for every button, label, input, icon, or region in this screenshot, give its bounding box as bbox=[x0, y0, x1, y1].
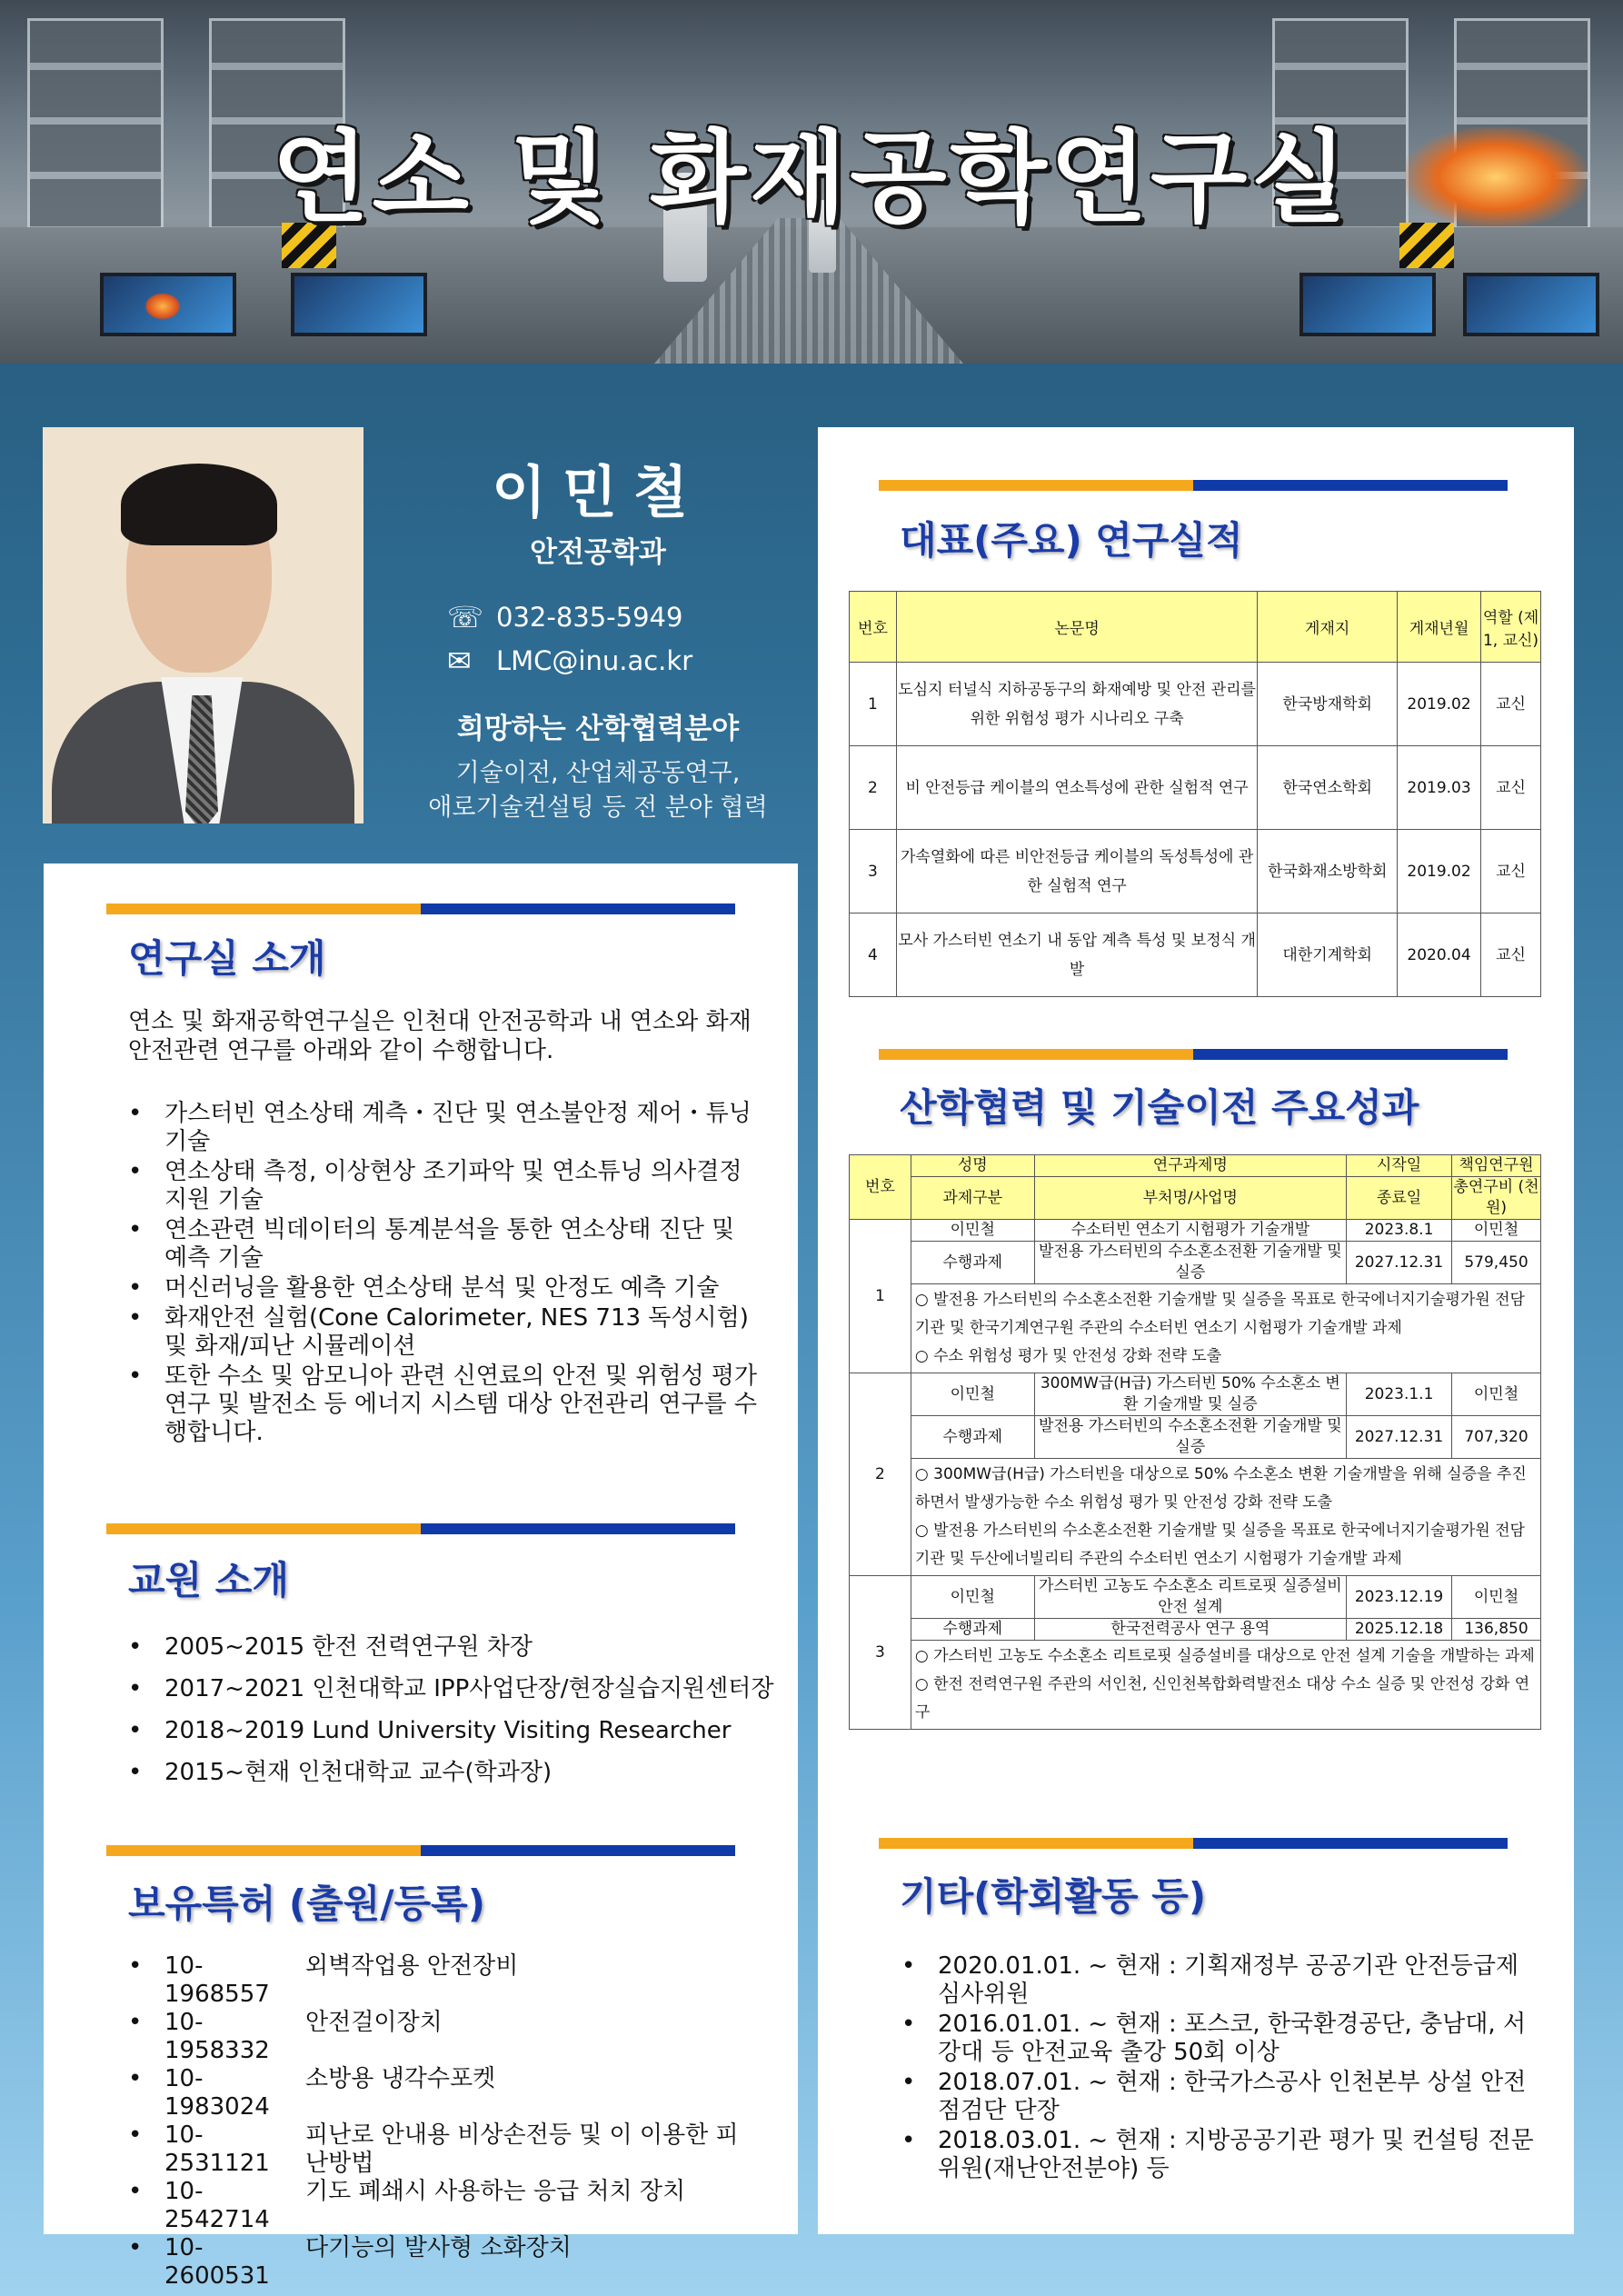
section-divider bbox=[106, 903, 735, 914]
table-cell: 579,450 bbox=[1452, 1242, 1541, 1284]
list-item: • 연소관련 빅데이터의 통계분석을 통한 연소상태 진단 및 예측 기술 bbox=[128, 1216, 764, 1273]
patent-number: 10-2542714 bbox=[164, 2178, 270, 2233]
mail-icon: ✉ bbox=[447, 644, 472, 678]
section-divider bbox=[879, 480, 1508, 491]
table-row bbox=[850, 1576, 1541, 1619]
table-cell: 136,850 bbox=[1452, 1619, 1541, 1641]
list-item: • 2005~2015 한전 전력연구원 차장 bbox=[128, 1632, 782, 1662]
header-banner bbox=[0, 0, 1623, 364]
project-desc-line: ○ 300MW급(H급) 가스터빈을 대상으로 50% 수소혼소 변환 기술개발을 위해 실증을 추진하면서 발생가능한 수소 위험성 평가 및 안전성 강화 전략 도출 bbox=[914, 1465, 1527, 1512]
list-item: • 2018.03.01. ~ 현재 : 지방공공기관 평가 및 컨설팅 전문위원(재난안전분야) 등 bbox=[901, 2127, 1538, 2183]
col-header: 게재년월 bbox=[1398, 592, 1481, 663]
lab-title: 연소 및 화재공학연구실 bbox=[272, 120, 1351, 236]
list-item: • 2016.01.01. ~ 현재 : 포스코, 한국환경공단, 충남대, 서강대 등 안전교육 출강 50회 이상 bbox=[901, 2011, 1538, 2067]
table-row bbox=[850, 1242, 1541, 1284]
list-item: • 2018~2019 Lund University Visiting Researcher bbox=[128, 1715, 782, 1746]
papers-title: 대표(주요) 연구실적 bbox=[900, 518, 1243, 563]
col-header: 과제구분 bbox=[911, 1177, 1034, 1220]
project-desc bbox=[911, 1641, 1540, 1730]
table-cell: 2027.12.31 bbox=[1347, 1242, 1452, 1284]
table-cell: 교신 bbox=[1481, 830, 1541, 913]
table-cell: 2019.02 bbox=[1398, 830, 1481, 913]
table-cell: 수행과제 bbox=[911, 1416, 1034, 1459]
list-item: • 2018.07.01. ~ 현재 : 한국가스공사 인천본부 상설 안전점검단 단장 bbox=[901, 2069, 1538, 2125]
table-cell: 교신 bbox=[1481, 663, 1541, 746]
table-row bbox=[850, 1619, 1541, 1641]
table-cell: 도심지 터널식 지하공동구의 화재예방 및 안전 관리를 위한 위험성 평가 시나리오 구축 bbox=[896, 663, 1257, 746]
project-desc bbox=[911, 1284, 1540, 1373]
patent-item bbox=[128, 2234, 764, 2291]
table-cell: 발전용 가스터빈의 수소혼소전환 기술개발 및 실증 bbox=[1034, 1242, 1346, 1284]
project-desc-line: ○ 수소 위험성 평가 및 안전성 강화 전략 도출 bbox=[914, 1347, 1222, 1365]
lab-intro-text: 연소 및 화재공학연구실은 인천대 안전공학과 내 연소와 화재 안전관련 연구를 아래와 같이 수행합니다. bbox=[128, 1008, 752, 1064]
table-cell: 모사 가스터빈 연소기 내 동압 계측 특성 및 보정식 개발 bbox=[896, 913, 1257, 997]
project-desc-line: ○ 발전용 가스터빈의 수소혼소전환 기술개발 및 실증을 목표로 한국에너지기술평가원 전담기관 및 두산에너빌리티 주관의 수소터빈 연소기 시험평가 기술개발 과제 bbox=[914, 1522, 1525, 1568]
table-cell: 2 bbox=[850, 746, 897, 830]
table-cell: 2023.12.19 bbox=[1347, 1576, 1452, 1619]
col-header: 종료일 bbox=[1347, 1177, 1452, 1220]
professor-name: 이민철 bbox=[492, 459, 704, 525]
table-cell: 2019.02 bbox=[1398, 663, 1481, 746]
list-item: • 머신러닝을 활용한 연소상태 분석 및 안정도 예측 기술 bbox=[128, 1274, 764, 1303]
professor-photo bbox=[43, 427, 363, 824]
table-cell: 1 bbox=[850, 1220, 911, 1373]
section-divider bbox=[879, 1049, 1508, 1060]
collab-desc-line: 기술이전, 산업체공동연구, bbox=[455, 759, 741, 787]
projects-title: 산학협력 및 기술이전 주요성과 bbox=[900, 1085, 1419, 1130]
table-cell: 3 bbox=[850, 830, 897, 913]
table-cell: 3 bbox=[850, 1576, 911, 1730]
table-cell: 2025.12.18 bbox=[1347, 1619, 1452, 1641]
phone-number: 032-835-5949 bbox=[496, 602, 683, 633]
table-cell: 수행과제 bbox=[911, 1242, 1034, 1284]
lab-intro-list bbox=[128, 1100, 764, 1449]
table-cell: 4 bbox=[850, 913, 897, 997]
patent-number: 10-1968557 bbox=[164, 1952, 270, 2008]
col-header: 번호 bbox=[850, 592, 897, 663]
table-cell: 교신 bbox=[1481, 913, 1541, 997]
table-cell: 2 bbox=[850, 1373, 911, 1576]
patent-number: 10-2600531 bbox=[164, 2234, 270, 2290]
table-cell: 한국전력공사 연구 용역 bbox=[1034, 1619, 1346, 1641]
table-row bbox=[850, 1373, 1541, 1416]
table-cell: 1 bbox=[850, 663, 897, 746]
email-contact bbox=[447, 644, 692, 678]
table-row bbox=[850, 1416, 1541, 1459]
section-divider bbox=[106, 1845, 735, 1856]
table-cell: 교신 bbox=[1481, 746, 1541, 830]
table-cell: 이민철 bbox=[1452, 1576, 1541, 1619]
list-item: • 가스터빈 연소상태 계측・진단 및 연소불안정 제어・튜닝 기술 bbox=[128, 1100, 764, 1156]
table-cell: 2023.8.1 bbox=[1347, 1220, 1452, 1242]
collab-desc-line: 애로기술컨설팅 등 전 분야 협력 bbox=[428, 794, 768, 822]
table-cell: 대한기계학회 bbox=[1258, 913, 1398, 997]
table-header-row bbox=[850, 592, 1541, 663]
patent-item bbox=[128, 2121, 764, 2178]
patent-number: 10-2531121 bbox=[164, 2121, 270, 2177]
project-desc-line: ○ 가스터빈 고농도 수소혼소 리트로핏 실증설비를 대상으로 안전 설계 기술을 개발하는 과제 bbox=[914, 1647, 1535, 1665]
table-cell: 이민철 bbox=[911, 1220, 1034, 1242]
email-address[interactable]: LMC@inu.ac.kr bbox=[496, 645, 693, 676]
lab-intro-title: 연구실 소개 bbox=[128, 936, 326, 981]
misc-title: 기타(학회활동 등) bbox=[900, 1874, 1207, 1919]
monitor-image bbox=[291, 273, 427, 336]
table-row bbox=[850, 746, 1541, 830]
table-row bbox=[850, 913, 1541, 997]
misc-list bbox=[901, 1952, 1538, 2185]
table-cell: 가속열화에 따른 비안전등급 케이블의 독성특성에 관한 실험적 연구 bbox=[896, 830, 1257, 913]
table-cell: 이민철 bbox=[1452, 1220, 1541, 1242]
list-item: • 화재안전 실험(Cone Calorimeter, NES 713 독성시험) 및 화재/피난 시뮬레이션 bbox=[128, 1304, 764, 1361]
table-cell: 한국방재학회 bbox=[1258, 663, 1398, 746]
col-header: 역할 (제1, 교신) bbox=[1481, 592, 1541, 663]
table-cell: 한국연소학회 bbox=[1258, 746, 1398, 830]
table-cell: 이민철 bbox=[911, 1373, 1034, 1416]
table-row bbox=[850, 1459, 1541, 1576]
table-cell: 비 안전등급 케이블의 연소특성에 관한 실험적 연구 bbox=[896, 746, 1257, 830]
projects-table bbox=[849, 1154, 1541, 1730]
table-row bbox=[850, 663, 1541, 746]
col-header: 게재지 bbox=[1258, 592, 1398, 663]
faculty-title: 교원 소개 bbox=[128, 1558, 289, 1602]
phone-icon: ☏ bbox=[447, 600, 484, 634]
list-item: • 2020.01.01. ~ 현재 : 기획재정부 공공기관 안전등급제 심사위원 bbox=[901, 1952, 1538, 2009]
table-cell: 707,320 bbox=[1452, 1416, 1541, 1459]
patent-item bbox=[128, 2178, 764, 2234]
faculty-list bbox=[128, 1632, 782, 1799]
patent-list bbox=[128, 1952, 764, 2291]
col-header: 부처명/사업명 bbox=[1034, 1177, 1346, 1220]
table-header-row bbox=[850, 1177, 1541, 1220]
patent-number: 10-1983024 bbox=[164, 2065, 270, 2121]
list-item: • 연소상태 측정, 이상현상 조기파악 및 연소튜닝 의사결정 지원 기술 bbox=[128, 1158, 764, 1214]
phone-contact bbox=[447, 600, 682, 634]
project-desc bbox=[911, 1459, 1540, 1576]
patent-title: 외벽작업용 안전장비 bbox=[305, 1952, 519, 1980]
list-item: • 2015~현재 인천대학교 교수(학과장) bbox=[128, 1757, 782, 1788]
department-name: 안전공학과 bbox=[530, 536, 666, 569]
collab-field-desc bbox=[400, 756, 796, 825]
table-cell: 2019.03 bbox=[1398, 746, 1481, 830]
list-item: • 또한 수소 및 암모니아 관련 신연료의 안전 및 위험성 평가 연구 및 발전소 등 에너지 시스템 대상 안전관리 연구를 수행합니다. bbox=[128, 1363, 764, 1447]
section-divider bbox=[106, 1523, 735, 1534]
patent-title: 소방용 냉각수포켓 bbox=[305, 2065, 496, 2092]
col-header: 번호 bbox=[850, 1155, 911, 1220]
table-row bbox=[850, 1220, 1541, 1242]
table-cell: 이민철 bbox=[911, 1576, 1034, 1619]
table-cell: 2027.12.31 bbox=[1347, 1416, 1452, 1459]
patent-item bbox=[128, 2065, 764, 2121]
patent-title: 피난로 안내용 비상손전등 및 이 이용한 피난방법 bbox=[305, 2121, 739, 2177]
patent-title: 기도 폐쇄시 사용하는 응급 처치 장치 bbox=[305, 2178, 686, 2205]
table-header-row bbox=[850, 1155, 1541, 1177]
table-cell: 발전용 가스터빈의 수소혼소전환 기술개발 및 실증 bbox=[1034, 1416, 1346, 1459]
project-desc-line: ○ 발전용 가스터빈의 수소혼소전환 기술개발 및 실증을 목표로 한국에너지기술평가원 전담기관 및 한국기계연구원 주관의 수소터빈 연소기 시험평가 기술개발 과제 bbox=[914, 1291, 1525, 1337]
table-cell: 수소터빈 연소기 시험평가 기술개발 bbox=[1034, 1220, 1346, 1242]
project-desc-line: ○ 한전 전력연구원 주관의 서인천, 신인천복합화력발전소 대상 수소 실증 및 안전성 강화 연구 bbox=[914, 1675, 1530, 1722]
patents-title: 보유특허 (출원/등록) bbox=[128, 1882, 485, 1926]
col-header: 총연구비 (천원) bbox=[1452, 1177, 1541, 1220]
table-cell: 수행과제 bbox=[911, 1619, 1034, 1641]
monitor-image bbox=[100, 273, 236, 336]
table-row bbox=[850, 830, 1541, 913]
monitor-image bbox=[1299, 273, 1436, 336]
patent-item bbox=[128, 2009, 764, 2065]
patent-number: 10-1958332 bbox=[164, 2009, 270, 2064]
collab-field-title: 희망하는 산학협력분야 bbox=[456, 713, 740, 745]
patent-title: 다기능의 발사형 소화장치 bbox=[305, 2234, 572, 2261]
col-header: 성명 bbox=[911, 1155, 1034, 1177]
table-cell: 이민철 bbox=[1452, 1373, 1541, 1416]
patent-title: 안전걸이장치 bbox=[305, 2009, 443, 2036]
table-row bbox=[850, 1641, 1541, 1730]
table-cell: 2023.1.1 bbox=[1347, 1373, 1452, 1416]
col-header: 책임연구원 bbox=[1452, 1155, 1541, 1177]
table-cell: 가스터빈 고농도 수소혼소 리트로핏 실증설비 안전 설계 bbox=[1034, 1576, 1346, 1619]
table-row bbox=[850, 1284, 1541, 1373]
patent-item bbox=[128, 1952, 764, 2009]
table-cell: 300MW급(H급) 가스터빈 50% 수소혼소 변환 기술개발 및 실증 bbox=[1034, 1373, 1346, 1416]
papers-table bbox=[849, 591, 1541, 997]
col-header: 연구과제명 bbox=[1034, 1155, 1346, 1177]
monitor-image bbox=[1463, 273, 1599, 336]
list-item: • 2017~2021 인천대학교 IPP사업단장/현장실습지원센터장 bbox=[128, 1673, 782, 1704]
table-cell: 2020.04 bbox=[1398, 913, 1481, 997]
table-cell: 한국화재소방학회 bbox=[1258, 830, 1398, 913]
col-header: 시작일 bbox=[1347, 1155, 1452, 1177]
section-divider bbox=[879, 1838, 1508, 1849]
col-header: 논문명 bbox=[896, 592, 1257, 663]
